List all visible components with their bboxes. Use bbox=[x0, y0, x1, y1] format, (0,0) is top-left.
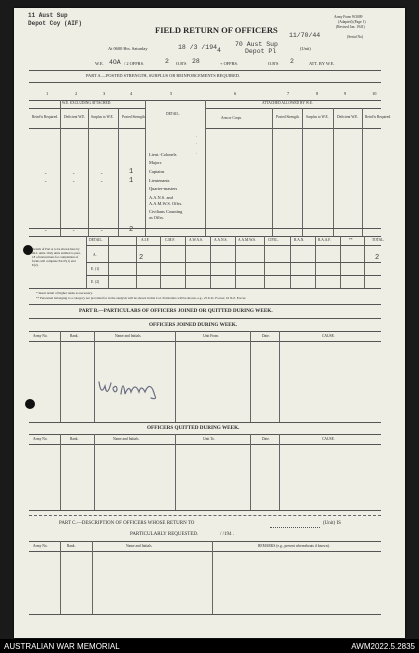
analysis-col-aans: A.A.N.S. bbox=[214, 238, 228, 242]
we-label: W.E. bbox=[95, 61, 104, 66]
plus-offrs-label: + OFFRS. bbox=[220, 61, 239, 66]
header-surplus-we-r: Surplus to W.E. bbox=[306, 115, 329, 119]
quitted-col-army-no: Army No. bbox=[33, 437, 48, 441]
we-excluding-header: W.E. EXCLUDING ATTACHED. bbox=[62, 101, 112, 105]
analysis-detail-header: DETAIL. bbox=[89, 238, 103, 242]
detail-lieut-colonels: Lieut.-Colonels bbox=[149, 152, 177, 157]
analysis-total-value: 2 bbox=[375, 254, 380, 262]
analysis-col-other: ** bbox=[349, 238, 353, 242]
rule bbox=[92, 541, 93, 614]
dot-mark: . bbox=[196, 133, 198, 138]
army-form-number: Army Form W3009 bbox=[334, 15, 363, 19]
joined-col-cause: CAUSE. bbox=[322, 334, 335, 338]
col-number-10: 10 bbox=[372, 91, 377, 96]
serial-no-value: 11/70/44 bbox=[289, 32, 321, 39]
header-detail: DETAIL. bbox=[166, 112, 180, 116]
rule bbox=[29, 331, 381, 332]
col-number-2: 2 bbox=[75, 91, 78, 96]
offrs-value: 2 bbox=[165, 58, 169, 65]
typed-dash: - bbox=[44, 179, 48, 185]
typed-dash: - bbox=[100, 171, 104, 177]
header-posted-strength-r: Posted Strength. bbox=[276, 115, 300, 119]
analysis-note: Details of Part A to be shown here by ALL units. Only units entitled to para. 18 of instructions for compilation of forms will complete Part E(1) and E(2). bbox=[32, 247, 81, 267]
ors2-label: O.R'S bbox=[268, 61, 279, 66]
part-c-requested-date: / /194 . bbox=[220, 532, 235, 537]
detail-civilians: Civilians Counting bbox=[149, 209, 183, 214]
punch-hole-bottom bbox=[25, 399, 35, 409]
rule bbox=[29, 82, 381, 83]
rule bbox=[175, 434, 176, 510]
ors-label: O.R'S bbox=[176, 61, 187, 66]
rule bbox=[60, 541, 61, 614]
at-hours-label: At 0600 Hrs. Saturday bbox=[108, 46, 148, 51]
rule bbox=[86, 245, 381, 246]
rule bbox=[29, 228, 381, 229]
rule bbox=[118, 108, 119, 236]
we-value: 4OA bbox=[109, 59, 121, 66]
header-deficient-we: Deficient W.E. bbox=[64, 115, 86, 119]
rule bbox=[212, 541, 213, 614]
rule bbox=[250, 331, 251, 422]
typed-dash: - bbox=[100, 179, 104, 185]
rule bbox=[29, 510, 381, 511]
typed-dash: - bbox=[72, 171, 76, 177]
rule bbox=[29, 304, 381, 305]
total-dash: - bbox=[72, 228, 76, 234]
revised-note: (Revised Jan. 1941) bbox=[336, 25, 365, 29]
form-title: FIELD RETURN OF OFFICERS bbox=[155, 25, 278, 35]
rule bbox=[86, 275, 381, 276]
detail-lieutenants: Lieutenants bbox=[149, 178, 170, 183]
rule bbox=[362, 108, 363, 236]
partc-col-name: Name and Initials. bbox=[126, 544, 153, 548]
quitted-title: OFFICERS QUITTED DURING WEEK. bbox=[147, 425, 240, 431]
rule bbox=[29, 551, 381, 552]
header-deficient-we-r: Deficient W.E. bbox=[337, 115, 359, 119]
footnote-1: * Insert detail of higher ranks as necessary. bbox=[36, 291, 93, 295]
part-c-title: PART C.—DESCRIPTION OF OFFICERS WHOSE RETURN TO bbox=[59, 521, 195, 526]
unit-label: (Unit) bbox=[300, 46, 311, 51]
detail-quarter-masters: Quarter-masters bbox=[149, 186, 178, 191]
analysis-col-awas: A.W.A.S. bbox=[189, 238, 203, 242]
header-reinfts-required-r: Reinf'ts Required. bbox=[365, 115, 391, 119]
col-number-5: 5 bbox=[170, 91, 173, 96]
joined-col-rank: Rank. bbox=[70, 334, 79, 338]
part-b-title: PART B.—PARTICULARS OF OFFICERS JOINED OR QUITTED DURING WEEK. bbox=[79, 308, 273, 314]
rule bbox=[29, 128, 145, 129]
ors2-value: 2 bbox=[290, 58, 294, 65]
col-number-6: 6 bbox=[234, 91, 237, 96]
rule bbox=[94, 434, 95, 510]
rule bbox=[333, 108, 334, 236]
adapted-note: (Adapted) (Page 1) bbox=[338, 20, 366, 24]
analysis-aif-value: 2 bbox=[139, 254, 144, 262]
rule bbox=[272, 108, 273, 236]
rule bbox=[60, 434, 61, 510]
rule bbox=[60, 100, 61, 236]
date-year-digit: 4 bbox=[217, 47, 221, 54]
rule bbox=[205, 108, 381, 109]
footer-accession: AWM2022.5.2835 bbox=[351, 642, 415, 651]
part-c-requested: PARTICULARLY REQUESTED. bbox=[130, 532, 199, 537]
analysis-col-cmf: C.M.F. bbox=[165, 238, 175, 242]
detail-aans: A.A.N.S. and bbox=[149, 195, 173, 200]
unit-stamp-line2: Depot Coy (AIF) bbox=[28, 20, 83, 27]
unit-fill-line bbox=[270, 527, 320, 528]
joined-col-army-no: Army No. bbox=[33, 334, 48, 338]
rule bbox=[29, 108, 145, 109]
rule bbox=[29, 70, 381, 71]
rule bbox=[29, 444, 381, 445]
dot-mark: . bbox=[196, 150, 198, 155]
total-dash: - bbox=[44, 228, 48, 234]
date-typed: 18 /3 /194 bbox=[178, 44, 218, 51]
analysis-col-total: TOTAL. bbox=[372, 238, 385, 242]
header-posted-strength: Posted Strength. bbox=[122, 115, 146, 119]
rule bbox=[29, 318, 381, 319]
att-label: ATT. BY W.E. bbox=[309, 61, 335, 66]
partc-col-remarks: REMARKS (e.g., present whereabouts if known). bbox=[258, 544, 330, 548]
rule bbox=[302, 108, 303, 236]
partc-col-rank: Rank. bbox=[67, 544, 76, 548]
ors-value: 28 bbox=[192, 58, 200, 65]
unit-typed-line1: 70 Aust Sup bbox=[235, 41, 278, 48]
rule bbox=[29, 614, 381, 615]
quitted-col-name: Name and Initials. bbox=[113, 437, 140, 441]
analysis-col-aamws: A.A.M.W.S. bbox=[238, 238, 256, 242]
offrs-label: / 2 OFFRS. bbox=[124, 61, 145, 66]
rule bbox=[205, 100, 206, 236]
footer-institution: AUSTRALIAN WAR MEMORIAL bbox=[4, 642, 120, 651]
analysis-col-aif: A.I.F. bbox=[141, 238, 150, 242]
col-number-9: 9 bbox=[344, 91, 347, 96]
col-number-4: 4 bbox=[130, 91, 133, 96]
rule bbox=[279, 331, 280, 422]
quitted-col-date: Date. bbox=[262, 437, 270, 441]
unit-stamp-line1: 11 Aust Sup bbox=[28, 12, 68, 19]
joined-col-date: Date. bbox=[262, 334, 270, 338]
archive-footer bbox=[0, 639, 419, 653]
attached-allowed-header: ATTACHED ALLOWED BY W.E. bbox=[262, 101, 313, 105]
part-a-title: PART A.—POSTED STRENGTH, SURPLUS OR REINFORCEMENTS REQUIRED. bbox=[86, 73, 241, 78]
posted-lieutenants: 1 bbox=[129, 177, 134, 185]
quitted-col-cause: CAUSE. bbox=[322, 437, 335, 441]
quitted-col-rank: Rank. bbox=[70, 437, 79, 441]
rule bbox=[250, 434, 251, 510]
rule bbox=[29, 541, 381, 542]
header-reinfts-required: Reinf'ts Required. bbox=[32, 115, 58, 119]
analysis-col-ran: R.A.N. bbox=[294, 238, 305, 242]
dashed-separator bbox=[29, 515, 381, 516]
detail-captains: Captains bbox=[149, 169, 165, 174]
col-number-3: 3 bbox=[103, 91, 106, 96]
total-posted: 2 bbox=[129, 226, 134, 234]
rule bbox=[175, 331, 176, 422]
analysis-row-e1: E. (1) bbox=[91, 267, 100, 271]
rule bbox=[279, 434, 280, 510]
posted-captains: 1 bbox=[129, 168, 134, 176]
analysis-col-civil: CIVIL. bbox=[268, 238, 279, 242]
rule bbox=[145, 100, 146, 236]
joined-title: OFFICERS JOINED DURING WEEK. bbox=[149, 322, 238, 328]
rule bbox=[86, 262, 381, 263]
rule bbox=[205, 128, 381, 129]
header-arm-corps: Arm or Corps. bbox=[221, 116, 242, 120]
total-dash: - bbox=[100, 228, 104, 234]
unit-typed-line2: Depot Pl bbox=[245, 48, 277, 55]
joined-col-name: Name and Initials. bbox=[115, 334, 142, 338]
partc-col-army-no: Army No. bbox=[33, 544, 48, 548]
detail-aamws: A.A.M.W.S. Offrs. bbox=[149, 201, 183, 206]
header-surplus-we: Surplus to W.E. bbox=[91, 115, 114, 119]
dot-mark: . bbox=[196, 140, 198, 145]
quitted-col-unit-to: Unit To. bbox=[203, 437, 215, 441]
col-number-7: 7 bbox=[287, 91, 290, 96]
rule bbox=[60, 331, 61, 422]
part-c-unit-label: (Unit) IS bbox=[323, 521, 341, 526]
serial-no-label: (Serial No) bbox=[347, 35, 364, 39]
rule bbox=[29, 434, 381, 435]
typed-dash: - bbox=[72, 179, 76, 185]
typed-dash: - bbox=[44, 171, 48, 177]
rule bbox=[88, 108, 89, 236]
col-number-1: 1 bbox=[46, 91, 49, 96]
handwritten-signature bbox=[95, 374, 165, 402]
col-number-8: 8 bbox=[316, 91, 319, 96]
analysis-row-a: A. bbox=[93, 253, 97, 257]
detail-as-offrs: as Offrs. bbox=[149, 215, 165, 220]
rule bbox=[29, 236, 381, 237]
footnote-2: ** Personnel belonging to a category not provided for in the analysis will be shown in this Col. Particulars will be shown, e.g., 25 U.K. Forces; 16 N.Z. Forces bbox=[36, 296, 246, 300]
rule bbox=[29, 422, 381, 423]
detail-majors: Majors bbox=[149, 160, 162, 165]
analysis-col-raaf: R.A.A.F. bbox=[318, 238, 331, 242]
rule bbox=[29, 341, 381, 342]
analysis-row-e2: E. (2) bbox=[91, 280, 100, 284]
joined-col-unit-from: Unit From. bbox=[203, 334, 219, 338]
rule bbox=[29, 288, 381, 289]
